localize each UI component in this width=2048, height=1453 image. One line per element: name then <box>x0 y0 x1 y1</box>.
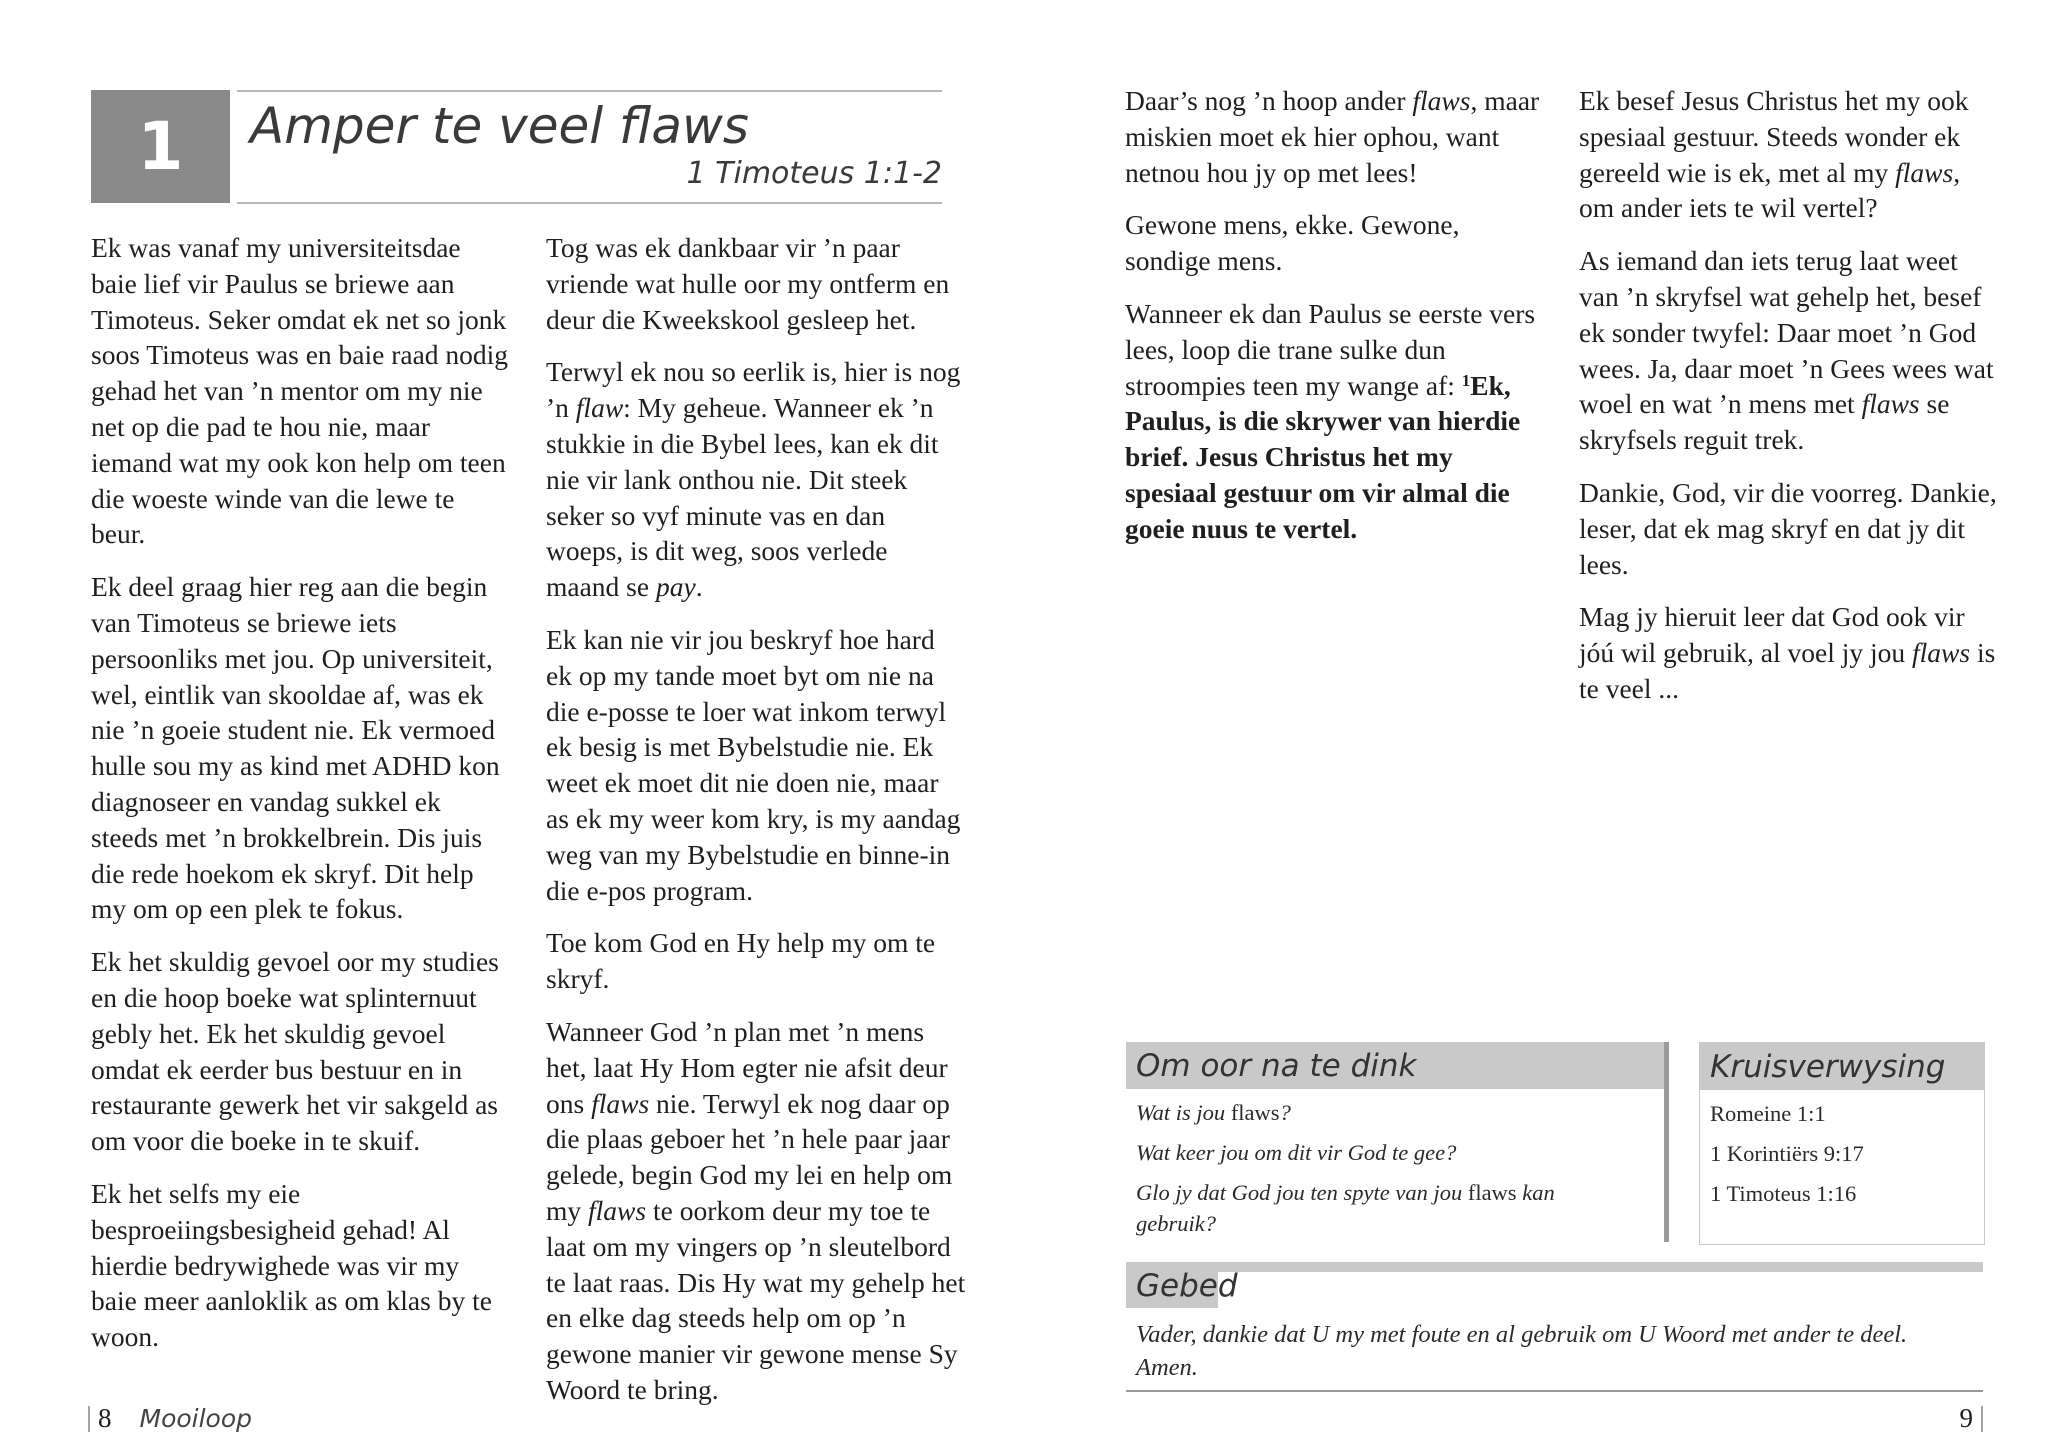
scripture-reference: 1 Timoteus 1:1-2 <box>686 156 942 191</box>
cross-reference-item: 1 Timoteus 1:16 <box>1710 1181 1857 1206</box>
folio-right <box>1960 1403 1984 1434</box>
page-number-right: 9 <box>1959 1403 1973 1433</box>
prayer-rule <box>1126 1390 1983 1392</box>
chapter-number-box <box>91 90 230 203</box>
book-title: Mooiloop <box>139 1404 253 1433</box>
cross-reference-title: Kruisverwysing <box>1710 1049 1946 1085</box>
paragraph: Gewone mens, ekke. Gewone, sondige mens. <box>1125 209 1460 277</box>
header-rule-top <box>237 90 942 92</box>
paragraph: Wanneer God ’n plan met ’n mens het, laat Hy Hom egter nie afsit deur ons flaws nie. Terwyl ek nog daar op die plaas geboer het ’n hele paar jaar gelede, begin God my lei en help om my flaws te oorkom deur my toe te laat om my vingers op ’n sleutelbord te laat raas. Dis Hy wat my gehelp het en elke dag steeds help om op ’n gewone manier vir gewone mense Sy Woord te bring. <box>546 1015 966 1405</box>
paragraph: Wanneer ek dan Paulus se eerste vers lees, loop die trane sulke dun stroompies teen my wange af: $^1$Ek, Paulus, is die skrywer van hierdie brief. Jesus Christus het my spesiaal gestuur om vir almal die goeie nuus te vertel. <box>1125 297 1536 544</box>
chapter-number: 1 <box>137 108 184 185</box>
page-number-left: 8 <box>98 1403 112 1433</box>
paragraph: Dankie, God, vir die voorreg. Dankie, leser, dat ek mag skryf en dat jy dit lees. <box>1579 476 1997 580</box>
cross-reference-item: 1 Korintiërs 9:17 <box>1710 1141 1864 1166</box>
paragraph: Daar’s nog ’n hoop ander flaws, maar miskien moet ek hier ophou, want netnou hou jy op met lees! <box>1125 85 1540 188</box>
folio-divider <box>88 1406 90 1432</box>
cross-reference-box <box>1699 1042 1985 1245</box>
prayer-text: Vader, dankie dat U my met foute en al gebruik om U Woord met ander te deel. Amen. <box>1136 1321 1908 1381</box>
text-column-4 <box>1579 83 1999 724</box>
reflection-question: Glo jy dat God jou ten spyte van jou flaws kan gebruik? <box>1136 1180 1555 1236</box>
prayer-title: Gebed <box>1136 1268 1238 1304</box>
paragraph: Ek het selfs my eie besproeiingsbesigheid gehad! Al hierdie bedrywighede was vir my baie meer aanloklik as om klas by te woon. <box>91 1177 492 1353</box>
reflection-title: Om oor na te dink <box>1136 1048 1417 1084</box>
folio-left <box>88 1403 252 1434</box>
paragraph: Toe kom God en Hy help my om te skryf. <box>546 927 936 995</box>
paragraph: Ek deel graag hier reg aan die begin van Timoteus se briewe iets persoonliks met jou. Op universiteit, wel, eintlik van skooldae af, was ek nie ’n goeie student nie. Ek vermoed hulle sou my as kind met ADHD kon diagnoseer en vandag sukkel ek steeds met ’n brokkelbrein. Dis juis die rede hoekom ek skryf. Dit help my om op een plek te fokus. <box>91 571 500 925</box>
paragraph: Ek besef Jesus Christus het my ook spesiaal gestuur. Steeds wonder ek gereeld wie is ek, met al my flaws, om ander iets te wil vertel? <box>1579 85 1969 224</box>
chapter-title: Amper te veel flaws <box>250 97 749 155</box>
folio-divider <box>1981 1406 1983 1432</box>
reflection-box <box>1126 1042 1669 1242</box>
paragraph: Ek was vanaf my universiteitsdae baie lief vir Paulus se briewe aan Timoteus. Seker omdat ek net so jonk soos Timoteus was en baie raad nodig gehad het van ’n mentor om my nie net op die pad te hou nie, maar iemand wat my ook kon help om teen die woeste winde van die lewe te beur. <box>91 232 509 550</box>
text-column-1 <box>91 230 511 1372</box>
paragraph: Ek kan nie vir jou beskryf hoe hard ek op my tande moet byt om nie na die e-posse te loer wat inkom terwyl ek besig is met Bybelstudie nie. Ek weet ek moet dit nie doen nie, maar as ek my weer kom kry, is my aandag weg van my Bybelstudie en binne-in die e-pos program. <box>546 623 961 906</box>
paragraph: Terwyl ek nou so eerlik is, hier is nog ’n flaw: My geheue. Wanneer ek ’n stukkie in die Bybel lees, kan ek dit nie vir lank onthou nie. Dit steek seker so vyf minute vas en dan woeps, is dit weg, soos verlede maand se pay. <box>546 356 961 603</box>
prayer-bar <box>1126 1262 1983 1272</box>
paragraph: Mag jy hieruit leer dat God ook vir jóú wil gebruik, al voel jy jou flaws is te veel ... <box>1579 601 1996 704</box>
paragraph: Tog was ek dankbaar vir ’n paar vriende wat hulle oor my ontferm en deur die Kweekskool gesleep het. <box>546 232 950 335</box>
reflection-question: Wat is jou flaws? <box>1136 1100 1291 1125</box>
header-rule-bottom <box>237 202 942 204</box>
text-column-3 <box>1125 83 1545 564</box>
paragraph: As iemand dan iets terug laat weet van ’n skryfsel wat gehelp het, besef ek sonder twyfel: Daar moet ’n God wees. Ja, daar moet ’n Gees wees wat woel en wat ’n mens met flaws se skryfsels reguit trek. <box>1579 245 1994 456</box>
cross-reference-item: Romeine 1:1 <box>1710 1101 1826 1126</box>
text-column-2 <box>546 230 966 1405</box>
paragraph: Ek het skuldig gevoel oor my studies en die hoop boeke wat splinternuut gebly het. Ek het skuldig gevoel omdat ek eerder bus bestuur en in restaurante gewerk het vir sakgeld as om voor die boeke in te skuif. <box>91 946 499 1157</box>
reflection-question: Wat keer jou om dit vir God te gee? <box>1136 1140 1457 1165</box>
